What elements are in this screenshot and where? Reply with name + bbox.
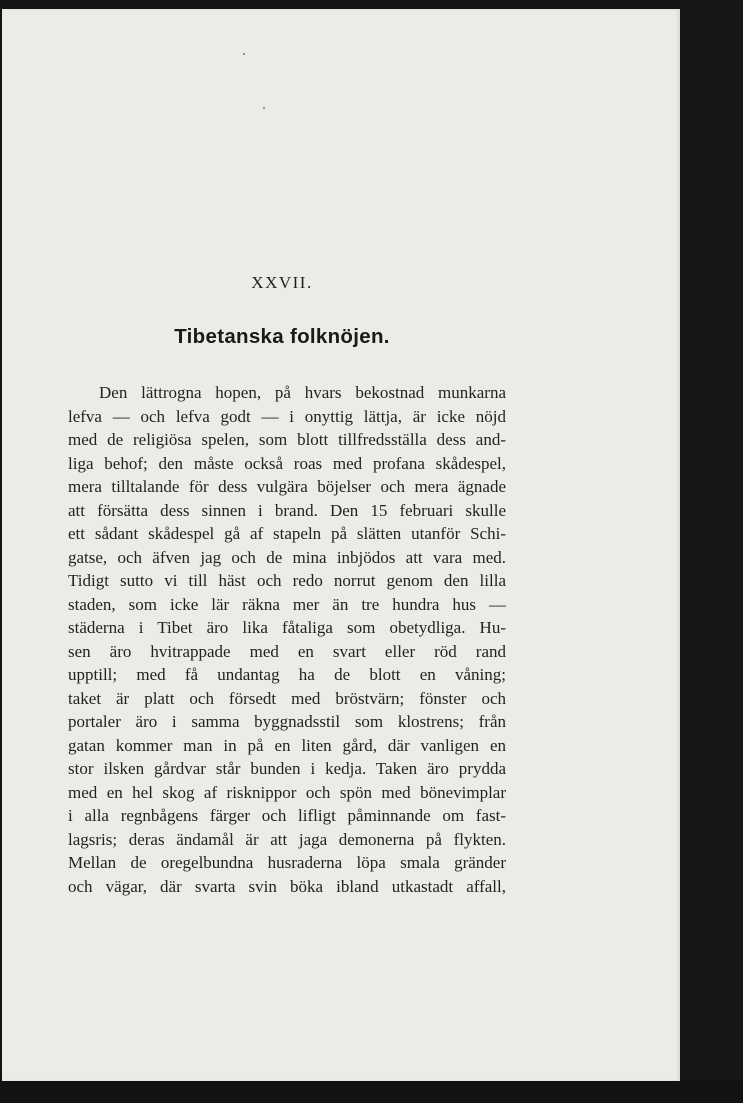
body-text (68, 381, 506, 898)
text-line: liga behof; den måste också roas med profana skådespel, (68, 453, 506, 473)
paper-speck (263, 107, 265, 109)
scan-border-bottom (0, 1081, 743, 1103)
text-line: med en hel skog af risknippor och spön med bönevimplar (68, 782, 506, 802)
text-line: staden, som icke lär räkna mer än tre hundra hus — (68, 594, 506, 614)
text-line: stor ilsken gårdvar står bunden i kedja. Taken äro prydda (68, 759, 506, 778)
text-line: Tidigt sutto vi till häst och redo norrut genom den lilla (68, 571, 506, 590)
text-line: lefva — och lefva godt — i onyttig lättja, är icke nöjd (68, 406, 506, 426)
text-line: ett sådant skådespel gå af stapeln på slätten utanför Schi- (68, 524, 506, 543)
text-line: upptill; med få undantag ha de blott en våning; (68, 665, 506, 684)
book-page (2, 9, 680, 1081)
text-line: lagsris; deras ändamål är att jaga demonerna på flykten. (68, 829, 506, 849)
text-line: och vägar, där svarta svin böka ibland utkastadt affall, (68, 876, 506, 896)
text-line: Den lättrogna hopen, på hvars bekostnad munkarna (99, 383, 506, 402)
chapter-number: XXVII. (251, 273, 313, 292)
text-line: städerna i Tibet äro lika fåtaliga som obetydliga. Hu- (68, 618, 506, 637)
paper-speck (243, 53, 245, 55)
text-line: i alla regnbågens färger och lifligt påminnande om fast- (68, 806, 506, 825)
text-line: Mellan de oregelbundna husraderna löpa smala gränder (68, 853, 506, 872)
scan-border-right (680, 0, 743, 1103)
text-line: gatan kommer man in på en liten gård, där vanligen en (68, 735, 506, 755)
text-line: sen äro hvitrappade med en svart eller röd rand (68, 641, 506, 661)
text-line: portaler äro i samma byggnadsstil som klostrens; från (68, 712, 506, 731)
chapter-title: Tibetanska folknöjen. (174, 325, 390, 348)
text-line: taket är platt och försedt med bröstvärn; fönster och (68, 688, 506, 708)
text-line: gatse, och äfven jag och de mina inbjödos att vara med. (68, 547, 506, 567)
text-line: med de religiösa spelen, som blott tillfredsställa dess and- (68, 430, 506, 449)
text-line: mera tilltalande för dess vulgära böjelser och mera ägnade (68, 477, 506, 496)
text-line: att försätta dess sinnen i brand. Den 15 februari skulle (68, 500, 506, 520)
